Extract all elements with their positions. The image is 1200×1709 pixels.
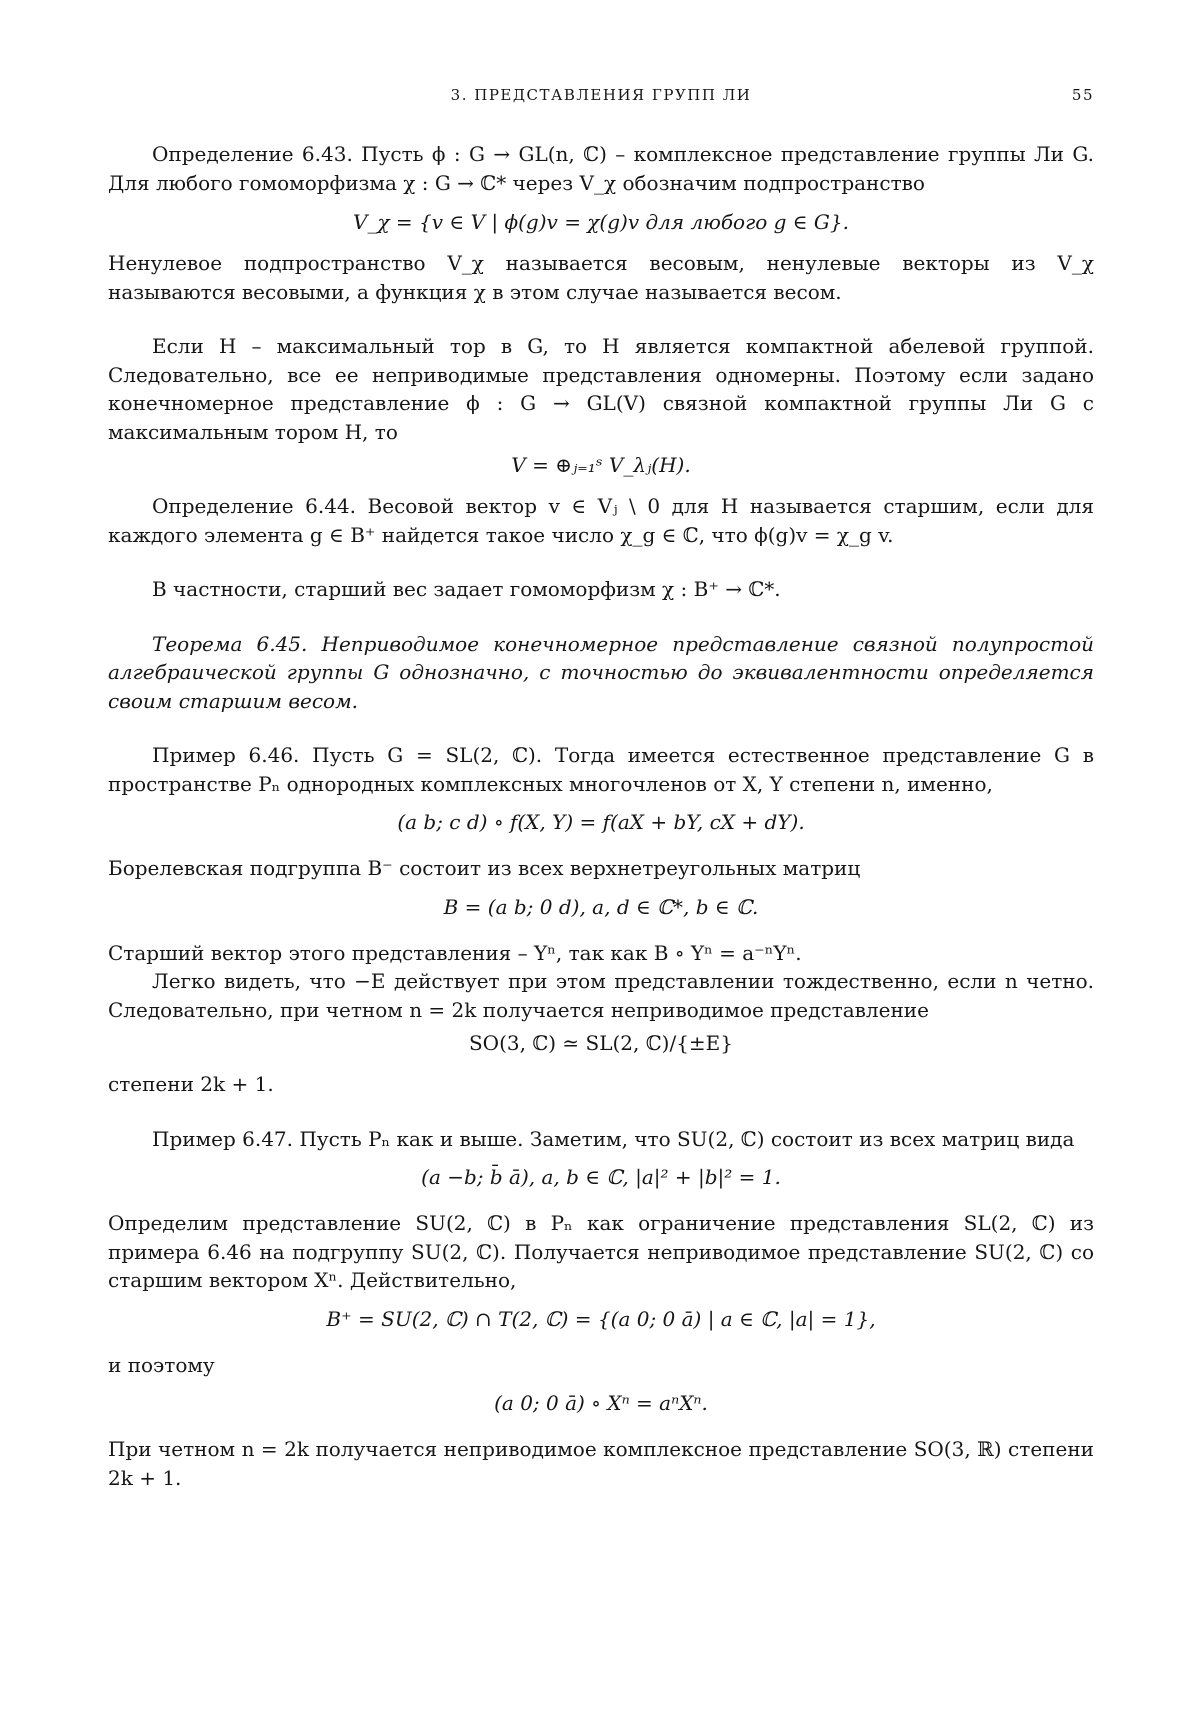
- final-paragraph: При четном n = 2k получается неприводимое комплексное представление SO(3, ℝ) степени 2k + 1.: [108, 1437, 1094, 1490]
- borel-subgroup-text: Борелевская подгруппа B⁻ состоит из всех верхнетреугольных матриц: [108, 856, 861, 880]
- definition-6-43: Определение 6.43. Пусть ϕ : G → GL(n, ℂ) – комплексное представление группы Ли G. Для любого гомоморфизма χ : G → ℂ* через V_χ обозначим подпространство: [108, 142, 1094, 195]
- equation-highest-vector: (a 0; 0 ā) ∘ Xⁿ = aⁿXⁿ.: [494, 1391, 708, 1415]
- running-title: 3. ПРЕДСТАВЛЕНИЯ ГРУПП ЛИ: [450, 86, 752, 104]
- equation-weight-subspace: V_χ = {v ∈ V | ϕ(g)v = χ(g)v для любого g ∈ G}.: [353, 210, 849, 234]
- definition-6-43-terms: Ненулевое подпространство V_χ называется весовым, ненулевые векторы из V_χ называются весовыми, а функция χ в этом случае называется весом.: [108, 251, 1094, 304]
- equation-b-plus: B⁺ = SU(2, ℂ) ∩ T(2, ℂ) = {(a 0; 0 ā) | a ∈ ℂ, |a| = 1},: [326, 1306, 876, 1331]
- equation-action: (a b; c d) ∘ f(X, Y) = f(aX + bY, cX + dY).: [397, 810, 805, 834]
- highest-vector-text: Старший вектор этого представления – Yⁿ, так как B ∘ Yⁿ = a⁻ⁿYⁿ.: [108, 940, 802, 965]
- degree-text: степени 2k + 1.: [108, 1072, 274, 1096]
- even-degree-text: Легко видеть, что −E действует при этом представлении тождественно, если n четно. Следовательно, при четном n = 2k получается неприводимое представление: [108, 969, 1094, 1022]
- running-header: [108, 86, 1094, 110]
- theorem-6-45: Теорема 6.45. Неприводимое конечномерное представление связной полупростой алгебраической группы G однозначно, с точностью до эквивалентности определяется своим старшим весом.: [108, 631, 1094, 713]
- equation-so3: SO(3, ℂ) ≃ SL(2, ℂ)/{±E}: [468, 1031, 734, 1055]
- restriction-text: Определим представление SU(2, ℂ) в Pₙ как ограничение представления SL(2, ℂ) из примера 6.46 на подгруппу SU(2, ℂ). Получается неприводимое представление SU(2, ℂ) со старшим вектором Xⁿ. Действительно,: [108, 1211, 1094, 1292]
- page-number: 55: [1071, 86, 1094, 104]
- equation-borel: B = (a b; 0 d), a, d ∈ ℂ*, b ∈ ℂ.: [443, 894, 759, 919]
- equation-su2: (a −b; b̄ ā), a, b ∈ ℂ, |a|² + |b|² = 1.: [421, 1165, 781, 1189]
- page-body: [108, 140, 1094, 1502]
- definition-6-44: Определение 6.44. Весовой вектор v ∈ Vⱼ \ 0 для H называется старшим, если для каждого элемента g ∈ B⁺ найдется такое число χ_g ∈ ℂ, что ϕ(g)v = χ_g v.: [108, 494, 1094, 547]
- paragraph-maximal-torus: Если H – максимальный тор в G, то H является компактной абелевой группой. Следовательно, все ее неприводимые представления одномерны. Поэтому если задано конечномерное представление ϕ : G → GL(V) связной компактной группы Ли G с максимальным тором H, то: [108, 334, 1094, 444]
- example-6-47: Пример 6.47. Пусть Pₙ как и выше. Заметим, что SU(2, ℂ) состоит из всех матриц вида: [152, 1126, 1075, 1151]
- therefore-text: и поэтому: [108, 1352, 215, 1377]
- equation-torus-decomposition: V = ⊕ⱼ₌₁ˢ V_λⱼ(H).: [511, 453, 691, 477]
- remark-highest-weight: В частности, старший вес задает гомоморфизм χ : B⁺ → ℂ*.: [152, 577, 781, 601]
- example-6-46: Пример 6.46. Пусть G = SL(2, ℂ). Тогда имеется естественное представление G в пространстве Pₙ однородных комплексных многочленов от X, Y степени n, именно,: [108, 743, 1094, 796]
